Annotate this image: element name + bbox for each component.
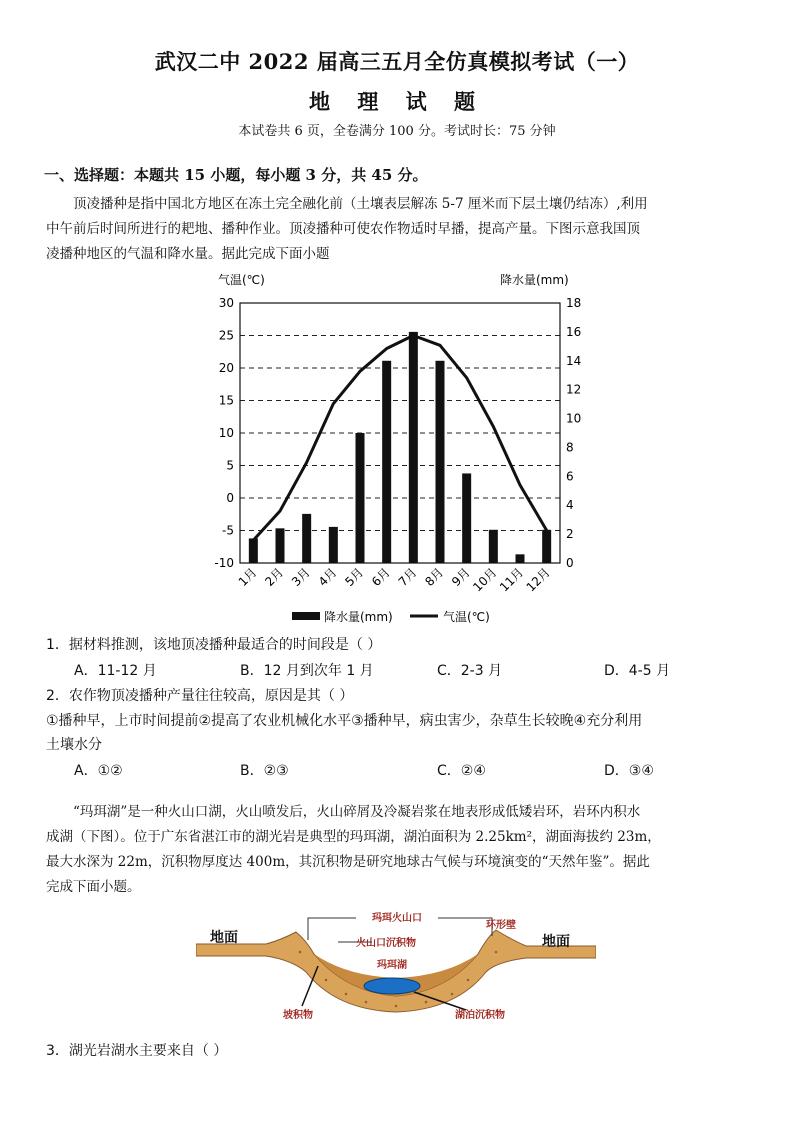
question-2-line: ①播种早，上市时间提前②提高了农业机械化水平③播种早，病虫害少，杂草生长较晚④充分利用 [46, 713, 643, 729]
right-tick-label: 14 [566, 353, 582, 368]
q1-option-b: B．12 月到次年 1 月 [240, 663, 374, 679]
right-tick-label: 4 [566, 498, 574, 513]
precipitation-bars [249, 332, 551, 563]
lake-label: 玛珥湖 [377, 960, 407, 971]
precip-bar [382, 361, 391, 563]
x-tick-label: 4月 [315, 565, 340, 590]
left-tick-label: 25 [218, 328, 234, 343]
precip-bar [436, 361, 445, 563]
precip-bar [276, 528, 285, 563]
x-ticks [236, 565, 553, 594]
left-tick-label: -10 [214, 556, 234, 570]
section-heading: 一、选择题：本题共 15 小题，每小题 3 分，共 45 分。 [44, 166, 428, 184]
left-tick-label: 30 [218, 296, 234, 310]
legend-temp: 气温(℃) [443, 610, 490, 624]
precip-bar [489, 530, 498, 563]
right-axis-label: 降水量(mm) [500, 273, 569, 287]
question-3-stem: 3．湖光岩湖水主要来自（ ） [46, 1043, 228, 1059]
ground-right-label: 地面 [542, 934, 570, 950]
right-tick-label: 8 [566, 440, 574, 455]
crater-sediment-label: 火山口沉积物 [356, 938, 416, 949]
legend-bar-swatch [292, 612, 320, 620]
right-ticks [566, 296, 581, 570]
left-ticks [214, 296, 234, 570]
left-tick-label: 5 [226, 458, 234, 473]
right-tick-label: 6 [566, 469, 574, 484]
precip-bar [249, 538, 258, 563]
q2-option-d: D．③④ [604, 763, 654, 779]
x-tick-label: 2月 [262, 565, 287, 590]
passage-line: 成湖（下图）。位于广东省湛江市的湖光岩是典型的玛珥湖，湖泊面积为 2.25km²，湖面海拔约 23m， [46, 829, 661, 845]
q2-option-a: A．①② [74, 763, 123, 779]
precip-bar [462, 473, 471, 563]
x-tick-label: 9月 [449, 565, 473, 590]
q2-option-b: B．②③ [240, 763, 289, 779]
exam-title: 武汉二中 2022 届高三五月全仿真模拟考试（一） [154, 49, 640, 74]
x-tick-label: 6月 [369, 565, 393, 590]
x-tick-label: 10月 [470, 565, 500, 595]
maar-lake-diagram [196, 906, 596, 1022]
x-tick-label: 3月 [289, 565, 313, 590]
ground-left-label: 地面 [210, 930, 238, 946]
passage-line: 凌播种地区的气温和降水量。据此完成下面小题 [46, 246, 330, 262]
subject-title: 地 理 试 题 [309, 89, 485, 114]
left-tick-label: 0 [226, 491, 234, 505]
right-tick-label: 12 [566, 382, 582, 397]
x-tick-label: 11月 [496, 565, 527, 595]
passage-line: 中午前后时间所进行的耙地、播种作业。顶凌播种可使农作物适时早播，提高产量。下图示意我国顶 [46, 221, 640, 237]
q2-option-c: C．②④ [437, 763, 486, 779]
temperature-line [253, 336, 546, 541]
question-2-line: 土壤水分 [46, 737, 102, 753]
ring-wall-label: 环形壁 [486, 920, 516, 931]
passage-1 [46, 192, 752, 267]
passage-line: “玛珥湖”是一种火山口湖，火山喷发后，火山碎屑及冷凝岩浆在地表形成低矮岩环，岩环内积水 [73, 804, 641, 820]
q1-option-d: D．4-5 月 [604, 663, 671, 679]
chart-legend [292, 609, 490, 624]
left-tick-label: 15 [218, 393, 234, 408]
left-tick-label: 10 [218, 426, 234, 440]
passage-2 [46, 800, 752, 900]
passage-line: 完成下面小题。 [46, 879, 141, 895]
legend-precip: 降水量(mm) [324, 610, 393, 624]
q1-option-a: A．11-12 月 [74, 663, 157, 679]
question-2-stem: 2．农作物顶凌播种产量往往较高，原因是其（ ） [46, 688, 354, 704]
question-1-stem: 1．据材料推测，该地顶凌播种最适合的时间段是（ ） [46, 637, 382, 653]
left-tick-label: -5 [222, 523, 234, 538]
precip-bar [302, 514, 311, 563]
crater-label: 玛珥火山口 [372, 913, 422, 924]
left-axis-label: 气温(℃) [218, 273, 265, 287]
right-tick-label: 10 [566, 411, 582, 426]
precip-bar [329, 527, 338, 563]
exam-info: 本试卷共 6 页，全卷满分 100 分。考试时长：75 分钟 [238, 124, 556, 139]
right-tick-label: 16 [566, 324, 582, 339]
q1-option-c: C．2-3 月 [437, 663, 503, 679]
right-tick-label: 0 [566, 556, 574, 570]
precip-bar [356, 433, 365, 563]
lake-shape [364, 978, 420, 994]
x-tick-label: 5月 [342, 565, 367, 590]
passage-line: 最大水深为 22m，沉积物厚度达 400m，其沉积物是研究地球古气候与环境演变的“天然年鉴”。据此 [46, 854, 650, 870]
left-tick-label: 20 [218, 361, 234, 375]
precip-bar [542, 530, 551, 563]
right-tick-label: 2 [566, 527, 574, 542]
x-tick-label: 7月 [395, 565, 420, 590]
slope-deposit-label: 坡积物 [283, 1010, 313, 1021]
precip-bar [516, 554, 525, 563]
right-tick-label: 18 [566, 296, 582, 310]
x-tick-label: 1月 [235, 565, 260, 590]
lake-sediment-label: 湖泊沉积物 [455, 1010, 505, 1021]
x-tick-label: 8月 [422, 565, 447, 590]
x-tick-label: 12月 [523, 565, 553, 595]
climate-chart [200, 268, 600, 630]
precip-bar [409, 332, 418, 563]
chart-grid [240, 336, 560, 531]
passage-line: 顶凌播种是指中国北方地区在冻土完全融化前（土壤表层解冻 5-7 厘米而下层土壤仍结冻）,利用 [73, 196, 648, 212]
